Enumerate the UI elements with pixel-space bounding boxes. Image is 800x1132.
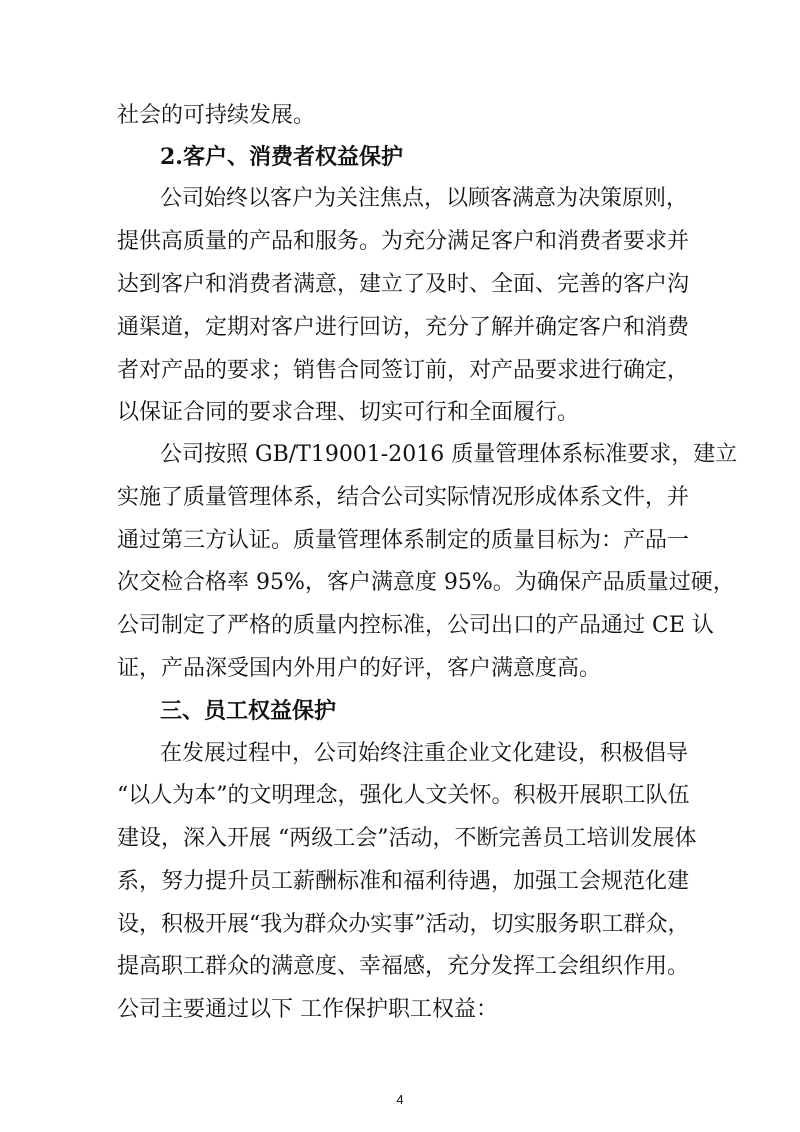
section-2-para-2-line-6: 证，产品深受国内外用户的好评，客户满意度高。 bbox=[117, 656, 602, 681]
section-2-para-1-line-1: 公司始终以客户为关注焦点，以顾客满意为决策原则， bbox=[160, 186, 689, 211]
section-3-para-1-line-2: “以人为本”的文明理念，强化人文关怀。积极开展职工队伍 bbox=[117, 783, 690, 808]
section-2-para-2-line-2: 实施了质量管理体系，结合公司实际情况形成体系文件，并 bbox=[117, 485, 690, 510]
section-2-para-1-line-2: 提供高质量的产品和服务。为充分满足客户和消费者要求并 bbox=[117, 229, 690, 254]
intro-tail-line: 社会的可持续发展。 bbox=[117, 103, 316, 128]
section-3-para-1-line-3: 建设，深入开展 “两级工会”活动，不断完善员工培训发展体 bbox=[117, 826, 697, 851]
section-2-para-1-line-5: 者对产品的要求；销售合同签订前，对产品要求进行确定， bbox=[117, 358, 690, 383]
section-3-heading: 三、员工权益保护 bbox=[160, 698, 337, 724]
section-3-para-1-line-1: 在发展过程中，公司始终注重企业文化建设，积极倡导 bbox=[160, 741, 689, 766]
section-2-para-1-line-3: 达到客户和消费者满意，建立了及时、全面、完善的客户沟 bbox=[117, 272, 690, 297]
section-2-heading: 2.客户、消费者权益保护 bbox=[160, 144, 403, 170]
section-2-para-1-line-6: 以保证合同的要求合理、切实可行和全面履行。 bbox=[117, 400, 580, 425]
section-2-para-2-line-5: 公司制定了严格的质量内控标准，公司出口的产品通过 CE 认 bbox=[117, 613, 714, 638]
page-number: 4 bbox=[396, 1092, 404, 1107]
section-3-para-1-line-5: 设，积极开展“我为群众办实事”活动，切实服务职工群众， bbox=[117, 912, 690, 937]
section-2-para-1-line-4: 通渠道，定期对客户进行回访，充分了解并确定客户和消费 bbox=[117, 315, 690, 340]
section-3-para-1-line-7: 公司主要通过以下 工作保护职工权益： bbox=[117, 997, 498, 1022]
section-2-para-2-line-3: 通过第三方认证。质量管理体系制定的质量目标为：产品一 bbox=[117, 528, 690, 553]
section-3-para-1-line-4: 系，努力提升员工薪酬标准和福利待遇，加强工会规范化建 bbox=[117, 869, 690, 894]
section-2-para-2-line-1: 公司按照 GB/T19001-2016 质量管理体系标准要求，建立 bbox=[160, 442, 738, 467]
section-2-para-2-line-4: 次交检合格率 95%，客户满意度 95%。为确保产品质量过硬， bbox=[117, 570, 735, 595]
section-3-para-1-line-6: 提高职工群众的满意度、幸福感，充分发挥工会组织作用。 bbox=[117, 954, 690, 979]
